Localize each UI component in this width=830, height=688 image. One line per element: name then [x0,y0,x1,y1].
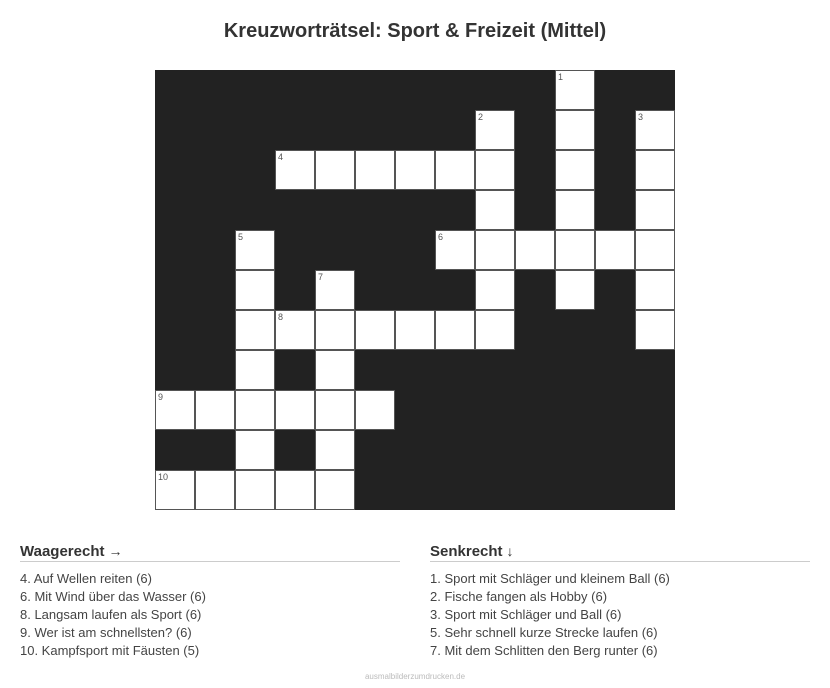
clue-number: 5 [238,232,244,242]
clue-number: 4 [278,152,284,162]
grid-cell[interactable] [475,190,515,230]
grid-cell[interactable] [635,150,675,190]
grid-cell[interactable] [315,470,355,510]
down-clue-list [430,570,810,660]
grid-cell[interactable] [275,150,315,190]
across-heading-label: Waagerecht [20,543,105,560]
clue-number: 7 [318,272,324,282]
grid-cell[interactable] [555,110,595,150]
grid-cell[interactable] [315,310,355,350]
grid-cell[interactable] [315,270,355,310]
grid-cell[interactable] [355,150,395,190]
grid-cell[interactable] [235,230,275,270]
grid-cell[interactable] [475,310,515,350]
down-heading-label: Senkrecht [430,543,503,560]
down-clue: 1. Sport mit Schläger und kleinem Ball (6) [430,571,670,586]
grid-cell[interactable] [475,150,515,190]
grid-cell[interactable] [235,350,275,390]
clue-number: 10 [158,472,169,482]
down-clue: 2. Fische fangen als Hobby (6) [430,589,608,604]
across-clue: 8. Langsam laufen als Sport (6) [20,607,202,622]
grid-cell[interactable] [315,350,355,390]
down-clue: 3. Sport mit Schläger und Ball (6) [430,607,622,622]
across-clue: 4. Auf Wellen reiten (6) [20,571,152,586]
clue-number: 6 [438,232,444,242]
grid-cell[interactable] [635,230,675,270]
grid-cell[interactable] [555,230,595,270]
grid-cell[interactable] [315,390,355,430]
grid-cell[interactable] [635,310,675,350]
grid-cell[interactable] [475,230,515,270]
grid-cell[interactable] [315,150,355,190]
clue-number: 3 [638,112,644,122]
grid-cell[interactable] [275,470,315,510]
across-clues [20,542,400,660]
grid-cell[interactable] [395,310,435,350]
across-clue: 10. Kampfsport mit Fäusten (5) [20,643,200,658]
grid-cell[interactable] [435,150,475,190]
grid-cell[interactable] [235,470,275,510]
grid-cell[interactable] [155,470,195,510]
footer-watermark: ausmalbilderzumdrucken.de [364,672,466,681]
grid-cell[interactable] [515,230,555,270]
grid-cell[interactable] [635,110,675,150]
grid-cell[interactable] [435,310,475,350]
across-clue-list [20,570,400,660]
clue-number: 9 [158,392,164,402]
grid-cell[interactable] [355,390,395,430]
grid-cell[interactable] [475,270,515,310]
grid-cell[interactable] [395,150,435,190]
grid-cell[interactable] [195,390,235,430]
down-heading [430,542,810,562]
crossword-grid [155,70,675,510]
grid-cell[interactable] [355,310,395,350]
across-heading [20,542,400,562]
grid-cell[interactable] [555,270,595,310]
grid-cell[interactable] [235,310,275,350]
grid-cell[interactable] [235,270,275,310]
page-title: Kreuzworträtsel: Sport & Freizeit (Mittel) [223,20,607,42]
grid-cell[interactable] [195,470,235,510]
grid-cell[interactable] [555,190,595,230]
grid-cell[interactable] [635,190,675,230]
arrow-right-icon: → [108,543,123,559]
grid-cell[interactable] [475,110,515,150]
grid-cell[interactable] [635,270,675,310]
grid-cell[interactable] [275,310,315,350]
arrow-down-icon: ↓ [506,543,514,559]
clue-number: 8 [278,312,284,322]
grid-cell[interactable] [315,430,355,470]
grid-cell[interactable] [595,230,635,270]
clue-number: 1 [558,72,564,82]
across-clue: 9. Wer ist am schnellsten? (6) [20,625,192,640]
grid-cell[interactable] [555,150,595,190]
grid-cell[interactable] [235,430,275,470]
down-clue: 7. Mit dem Schlitten den Berg runter (6) [430,643,658,658]
down-clues [430,542,810,660]
grid-cell[interactable] [235,390,275,430]
grid-cell[interactable] [155,390,195,430]
grid-cell[interactable] [435,230,475,270]
down-clue: 5. Sehr schnell kurze Strecke laufen (6) [430,625,658,640]
grid-cell[interactable] [275,390,315,430]
across-clue: 6. Mit Wind über das Wasser (6) [20,589,206,604]
grid-cell[interactable] [555,70,595,110]
clue-number: 2 [478,112,484,122]
